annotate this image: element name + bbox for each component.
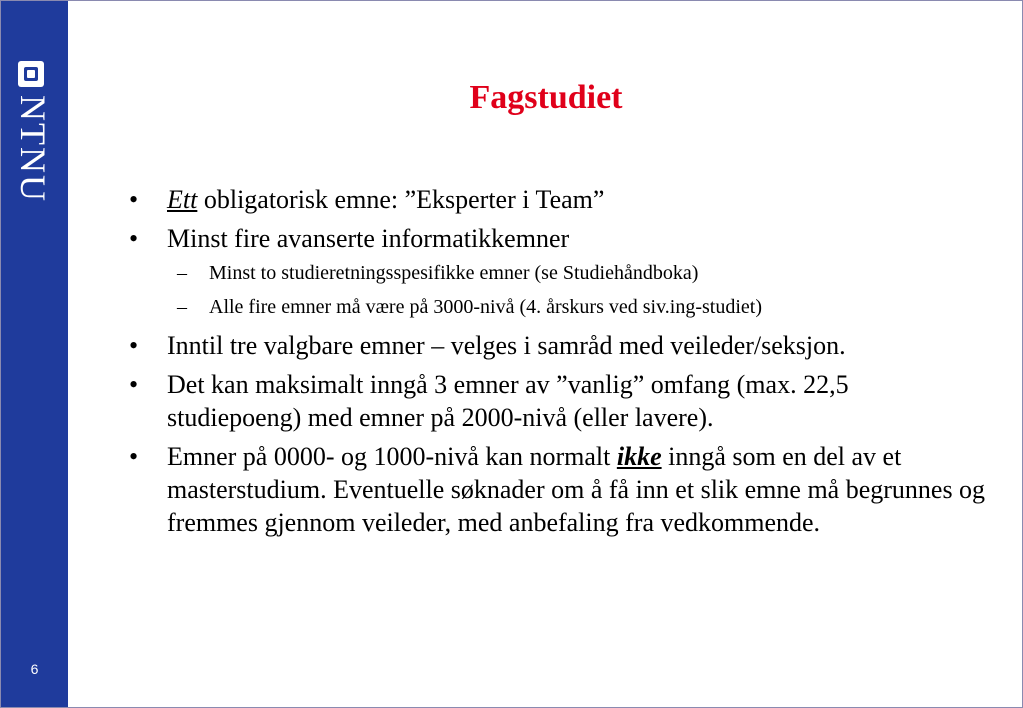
bullet-marker: • bbox=[129, 442, 139, 471]
bullet-marker: • bbox=[129, 185, 139, 214]
bullet-item bbox=[129, 222, 989, 255]
ntnu-logo-text: NTNU bbox=[13, 95, 53, 203]
bullet-marker: • bbox=[129, 224, 139, 253]
emphasis-text: ikke bbox=[616, 442, 662, 471]
dash-marker: – bbox=[177, 296, 187, 318]
bullet-item bbox=[129, 329, 989, 362]
sidebar bbox=[1, 1, 68, 707]
bullet-text: Det kan maksimalt inngå 3 emner av ”vanlig” omfang (max. 22,5 studiepoeng) med emner på 2000-nivå (eller lavere). bbox=[167, 370, 849, 432]
slide-title: Fagstudiet bbox=[469, 79, 623, 116]
bullet-text: Emner på 0000- og 1000-nivå kan normalt bbox=[167, 442, 617, 471]
bullet-item bbox=[129, 368, 989, 434]
bullet-text: inngå som en del av et masterstudium. Eventuelle søknader om å få inn et slik emne må begrunnes og fremmes gjennom veileder, med anbefaling fra vedkommende. bbox=[167, 442, 986, 537]
bullet-text: obligatorisk emne: ”Eksperter i Team” bbox=[197, 185, 605, 214]
ntnu-logo-icon bbox=[18, 61, 44, 87]
sub-bullet-item bbox=[129, 295, 989, 320]
bullet-item bbox=[129, 183, 989, 216]
bullet-text: Inntil tre valgbare emner – velges i samråd med veileder/seksjon. bbox=[167, 331, 846, 360]
dash-marker: – bbox=[177, 262, 187, 284]
bullet-marker: • bbox=[129, 331, 139, 360]
sub-bullet-item bbox=[129, 261, 989, 286]
emphasis-text: Ett bbox=[167, 185, 198, 214]
bullet-list bbox=[129, 183, 989, 545]
bullet-item bbox=[129, 440, 989, 539]
sub-bullet-text: Minst to studieretningsspesifikke emner (se Studiehåndboka) bbox=[209, 262, 699, 284]
sub-bullet-text: Alle fire emner må være på 3000-nivå (4. årskurs ved siv.ing-studiet) bbox=[209, 296, 762, 318]
page-number: 6 bbox=[30, 661, 39, 677]
bullet-text: Minst fire avanserte informatikkemner bbox=[167, 224, 570, 253]
bullet-marker: • bbox=[129, 370, 139, 399]
